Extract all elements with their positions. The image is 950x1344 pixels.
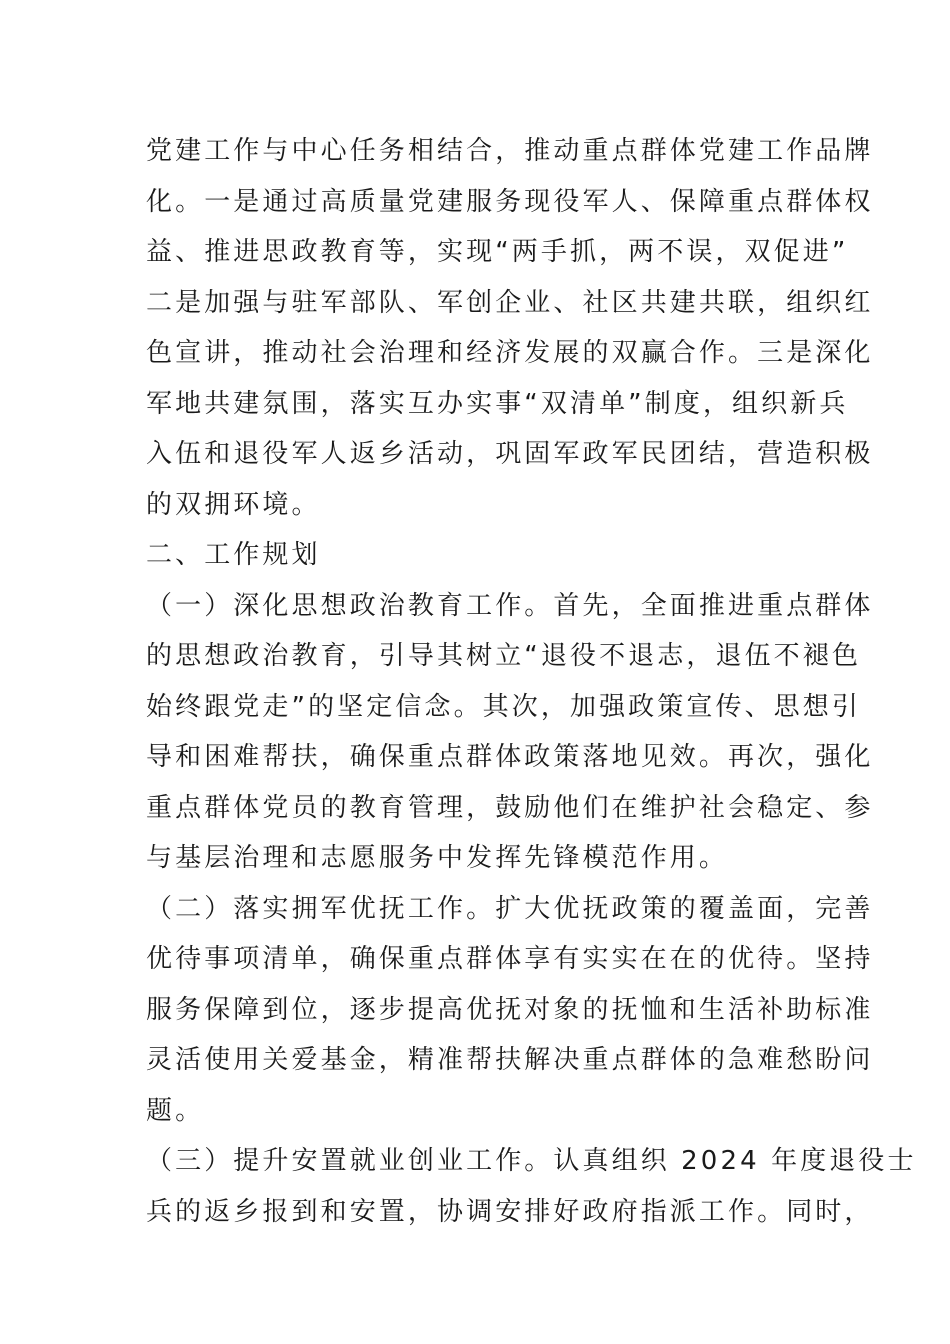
body-line: 优待事项清单，确保重点群体享有实实在在的优待。坚持 [146, 944, 874, 974]
body-line: 灵活使用关爱基金，精准帮扶解决重点群体的急难愁盼问 [146, 1045, 874, 1075]
body-line: 色宣讲，推动社会治理和经济发展的双赢合作。三是深化 [146, 338, 874, 368]
body-line: 与基层治理和志愿服务中发挥先锋模范作用。 [146, 843, 729, 873]
body-line: 的思想政治教育，引导其树立“退役不退志，退伍不褪色 [146, 641, 861, 671]
body-line: 入伍和退役军人返乡活动，巩固军政军民团结，营造积极 [146, 439, 874, 469]
document-body [146, 126, 917, 1237]
body-line: 军地共建氛围，落实互办实事“双清单”制度，组织新兵 [146, 388, 849, 419]
body-line: （一）深化思想政治教育工作。首先，全面推进重点群体 [146, 590, 874, 621]
body-line: （二）落实拥军优抚工作。扩大优抚政策的覆盖面，完善 [146, 893, 874, 924]
body-line: 益、推进思政教育等，实现“两手抓，两不误，双促进” [146, 237, 849, 267]
body-line: 题。 [146, 1095, 205, 1126]
body-line: 的双拥环境。 [146, 489, 321, 520]
body-line: 服务保障到位，逐步提高优抚对象的抚恤和生活补助标准 [146, 994, 874, 1025]
section-heading: 二、工作规划 [146, 540, 321, 570]
body-line: 党建工作与中心任务相结合，推动重点群体党建工作品牌 [146, 136, 874, 166]
body-line: 兵的返乡报到和安置，协调安排好政府指派工作。同时， [146, 1196, 874, 1227]
body-line: 始终跟党走”的坚定信念。其次，加强政策宣传、思想引 [146, 691, 861, 722]
body-line: （三）提升安置就业创业工作。认真组织 2024 年度退役士 [146, 1146, 917, 1176]
body-line: 二是加强与驻军部队、军创企业、社区共建共联，组织红 [146, 287, 874, 318]
body-line: 化。一是通过高质量党建服务现役军人、保障重点群体权 [146, 186, 874, 217]
body-line: 重点群体党员的教育管理，鼓励他们在维护社会稳定、参 [146, 792, 874, 823]
body-line: 导和困难帮扶，确保重点群体政策落地见效。再次，强化 [146, 742, 874, 772]
